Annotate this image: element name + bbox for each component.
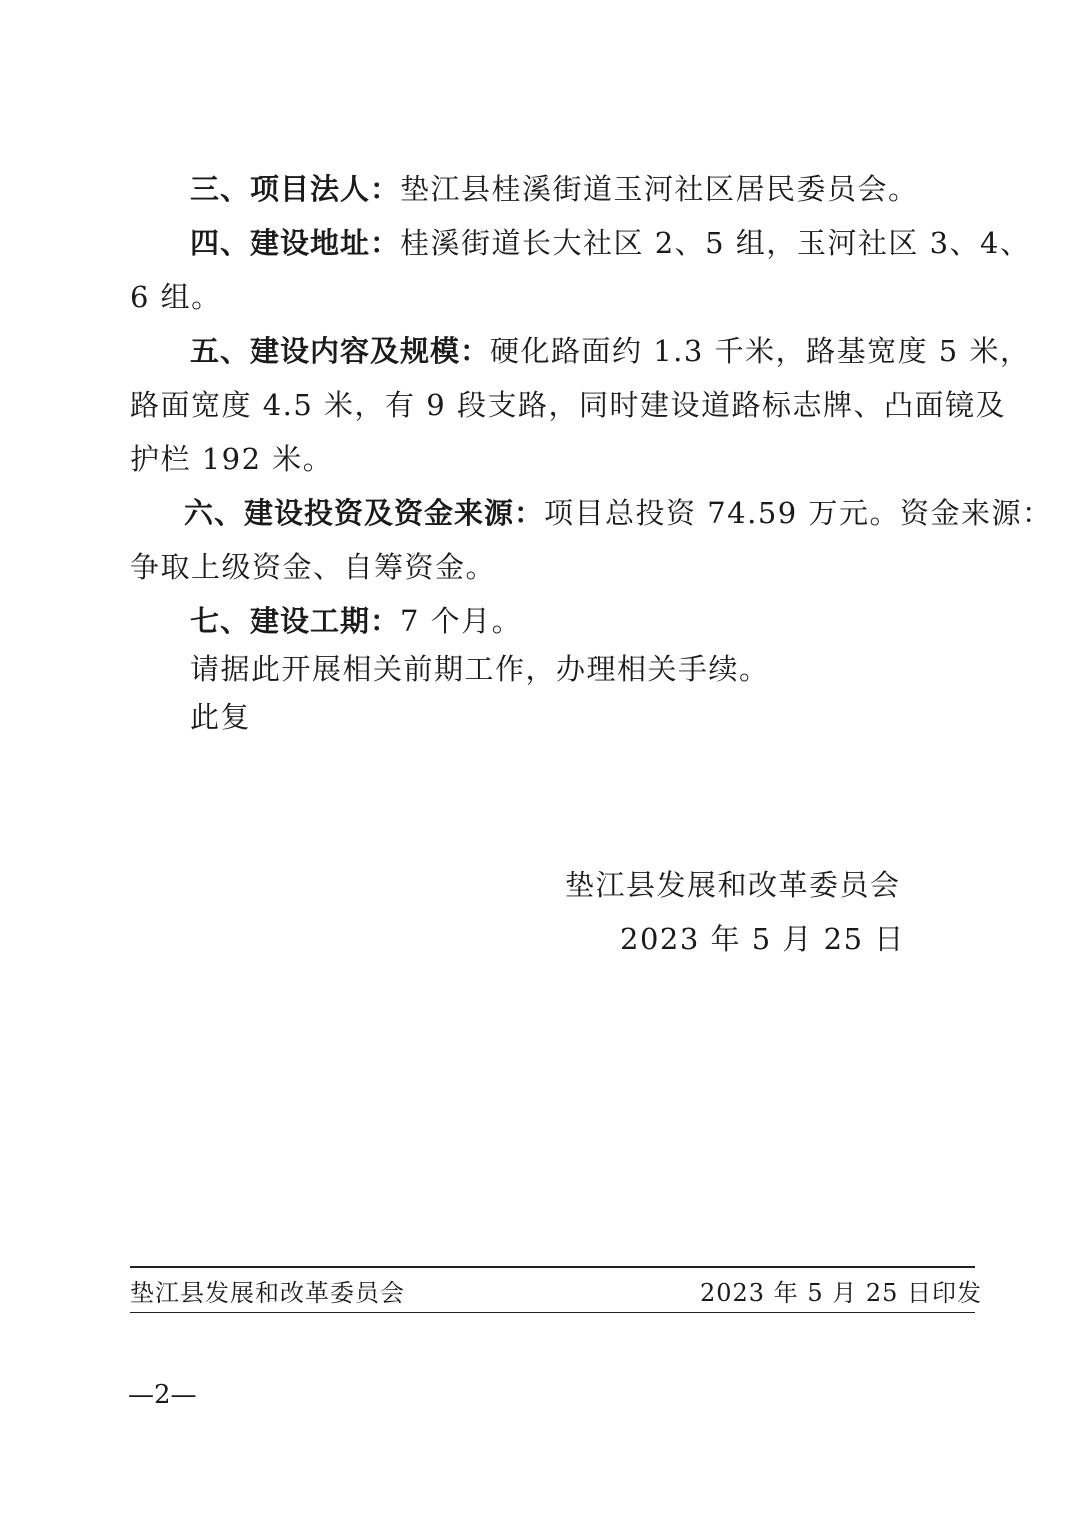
footer-top-rule [130,1266,975,1268]
signature-org: 垫江县发展和改革委员会 [565,868,901,902]
section-text: 垫江县桂溪街道玉河社区居民委员会。 [400,172,919,206]
page-number: —2— [128,1380,197,1410]
section-heading: 四、建设地址： [190,226,401,260]
signature-date: 2023 年 5 月 25 日 [620,922,905,956]
section-heading: 六、建设投资及资金来源： [184,496,545,530]
footer-issuer: 垫江县发展和改革委员会 [130,1279,405,1307]
section-text: 桂溪街道长大社区 2、5 组，玉河社区 3、4、 [400,226,1031,260]
section-text: 7 个月。 [400,604,523,638]
section-heading: 三、项目法人： [190,172,401,206]
section-investment [184,496,1052,530]
footer-bottom-rule [130,1312,975,1313]
section-investment-continued: 争取上级资金、自筹资金。 [130,550,497,584]
section-content-continued-2: 护栏 192 米。 [130,442,334,476]
section-heading: 五、建设内容及规模： [190,334,491,368]
section-content-continued-1: 路面宽度 4.5 米，有 9 段支路，同时建设道路标志牌、凸面镜及 [130,388,1006,422]
section-legal-person [190,172,919,206]
section-content-scale [190,334,1030,368]
closing-text: 此复 [190,700,252,734]
section-text: 项目总投资 74.59 万元。资金来源： [544,496,1053,530]
section-duration [190,604,522,638]
section-address-continued: 6 组。 [130,280,222,314]
footer-issue-date: 2023 年 5 月 25 日印发 [700,1279,983,1307]
section-text: 硬化路面约 1.3 千米，路基宽度 5 米， [490,334,1031,368]
section-address [190,226,1030,260]
section-heading: 七、建设工期： [190,604,401,638]
instruction-text: 请据此开展相关前期工作，办理相关手续。 [190,652,770,686]
